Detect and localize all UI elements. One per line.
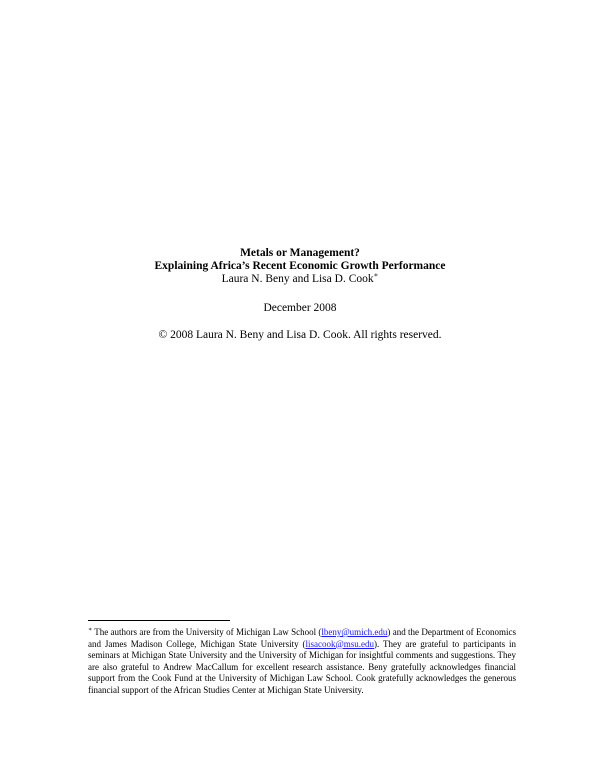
footnote-text-3: ). They are grateful to participants in seminars at Michigan State University and the University of Michigan for insightful comments and suggestions. They are also grateful to Andrew MacCallum for excellent research assistance. Beny gratefully acknowledges financial support from the Cook Fund at the University of Michigan Law School. Cook gratefully acknowledges the generous financial support of the African Studies Center at Michigan State University. [88,638,516,695]
email-link-cook[interactable]: lisacook@msu.edu [305,638,375,649]
copyright: © 2008 Laura N. Beny and Lisa D. Cook. All rights reserved. [158,329,442,341]
paper-title: Metals or Management? [240,247,360,259]
footnote-mark: ∗ [88,627,93,633]
authors-line [0,273,600,286]
title-block [0,247,600,286]
footnote [88,627,516,696]
footnote-text-2: ) and the Department of Economics and James Madison College, Michigan State University ( [88,627,516,649]
footnote-divider [88,620,230,621]
email-link-beny[interactable]: lbeny@umich.edu [321,627,388,637]
author-footnote-mark: ∗ [373,271,379,280]
paper-subtitle: Explaining Africa’s Recent Economic Growth Performance [154,260,446,272]
authors: Laura N. Beny and Lisa D. Cook [221,273,374,285]
footnote-text-1: The authors are from the University of Michigan Law School ( [92,627,322,637]
date: December 2008 [263,302,337,314]
